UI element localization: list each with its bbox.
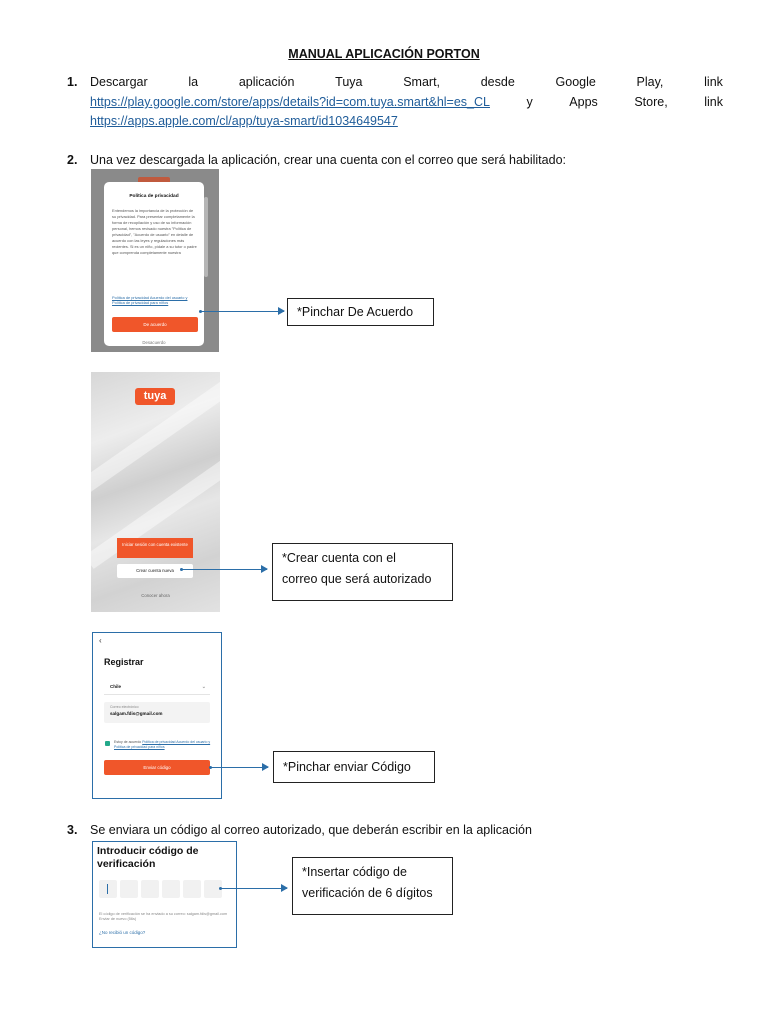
step-1-word: link xyxy=(704,75,723,89)
step-1-line-1 xyxy=(90,73,723,92)
code-digit-input[interactable] xyxy=(141,880,159,898)
callout-insert-line-1: *Insertar código de xyxy=(302,865,407,879)
agree-prefix: Estoy de acuerdo xyxy=(114,740,143,744)
tuya-logo: tuya xyxy=(135,388,175,405)
arrow-privacy xyxy=(200,311,284,312)
email-value: salgam.fdis@gmail.com xyxy=(110,711,163,716)
step-1-word: desde xyxy=(480,75,515,89)
email-field[interactable] xyxy=(104,702,210,723)
create-account-button[interactable]: Crear cuenta nueva xyxy=(117,564,193,578)
register-screenshot xyxy=(92,632,222,799)
step-1-word: Smart, xyxy=(403,75,441,89)
login-button[interactable]: Iniciar sesión con cuenta existente xyxy=(117,538,193,558)
step-1-word: y xyxy=(526,95,533,109)
privacy-modal xyxy=(104,182,204,346)
step-1-word: la xyxy=(188,75,199,89)
step-1-line-2 xyxy=(90,93,723,112)
code-inputs xyxy=(99,880,222,898)
app-store-link[interactable]: https://apps.apple.com/cl/app/tuya-smart/id1034649547 xyxy=(90,114,398,128)
resend-code-link[interactable]: ¿No recibió un código? xyxy=(99,930,146,935)
callout-send-code: *Pinchar enviar Código xyxy=(273,751,435,783)
country-select[interactable] xyxy=(104,679,210,695)
arrow-create xyxy=(181,569,267,570)
step-1-word: Descargar xyxy=(90,75,148,89)
callout-create-line-1: *Crear cuenta con el xyxy=(282,551,396,565)
step-1-word: Google xyxy=(555,75,596,89)
text-caret xyxy=(107,884,108,894)
privacy-body: Entendemos la importancia de la protección de su privacidad. Para presentar completamente la forma de recopilación y uso de su información personal, hemos revisado nuestra "Política de privacidad", "Acuerdo de usuario" en detalle de acuerdo con las leyes y regulaciones más recientes. Si es un niño, pídale a su tutor o padre que comprenda completamente nuestra xyxy=(112,208,197,255)
step-1-word: link xyxy=(704,95,723,109)
agree-text xyxy=(114,740,212,749)
explore-link[interactable]: Conocer ahora xyxy=(141,593,170,598)
verification-screenshot xyxy=(92,841,237,948)
code-digit-input[interactable] xyxy=(162,880,180,898)
step-1-word: Store, xyxy=(634,95,668,109)
document-title: MANUAL APLICACIÓN PORTON xyxy=(288,47,480,61)
step-2-number: 2. xyxy=(67,153,78,167)
disagree-button[interactable]: Desacuerdo xyxy=(142,340,166,345)
chevron-down-icon: ⌄ xyxy=(201,684,206,690)
privacy-title: Política de privacidad xyxy=(129,194,179,199)
step-1-word: Apps xyxy=(569,95,598,109)
privacy-links[interactable]: Política de privacidad Acuerdo del usuario y Política de privacidad para niños xyxy=(112,295,188,305)
back-chevron-icon[interactable]: ‹ xyxy=(99,636,102,645)
callout-agree: *Pinchar De Acuerdo xyxy=(287,298,434,326)
step-1-number: 1. xyxy=(67,75,78,89)
step-1-word: Tuya xyxy=(335,75,363,89)
code-digit-input[interactable] xyxy=(120,880,138,898)
scrollbar xyxy=(204,197,208,277)
callout-insert-line-2: verificación de 6 dígitos xyxy=(302,886,433,900)
step-2-text: Una vez descargada la aplicación, crear una cuenta con el correo que será habilitado: xyxy=(90,153,566,167)
callout-create xyxy=(272,543,453,601)
google-play-link[interactable]: https://play.google.com/store/apps/details?id=com.tuya.smart&hl=es_CL xyxy=(90,95,490,109)
callout-create-line-2: correo que será autorizado xyxy=(282,572,432,586)
step-3-text: Se enviara un código al correo autorizado, que deberán escribir en la aplicación xyxy=(90,823,532,837)
step-1-word: aplicación xyxy=(238,75,295,89)
step-3-number: 3. xyxy=(67,823,78,837)
callout-insert-code xyxy=(292,857,453,915)
arrow-insert-code xyxy=(220,888,287,889)
country-value: Chile xyxy=(110,684,122,689)
send-code-button[interactable]: Enviar código xyxy=(104,760,210,775)
verification-title: Introducir código de verificación xyxy=(97,845,199,870)
code-digit-input[interactable] xyxy=(99,880,117,898)
step-1-word: Play, xyxy=(636,75,664,89)
agree-links[interactable]: Política de privacidad Acuerdo del usuario y Política de privacidad para niños xyxy=(114,740,211,749)
welcome-screenshot xyxy=(91,372,220,612)
email-label: Correo electrónico xyxy=(110,705,139,709)
agree-checkbox[interactable] xyxy=(105,741,110,746)
code-digit-input[interactable] xyxy=(183,880,201,898)
agree-button[interactable]: De acuerdo xyxy=(112,317,198,332)
privacy-policy-screenshot xyxy=(91,169,219,352)
register-title: Registrar xyxy=(104,657,144,667)
verification-info: El código de verificación se ha enviado a su correo: salgam.fdis@gmail.com Enviar de nuevo (56s) xyxy=(99,912,228,921)
arrow-send-code xyxy=(210,767,268,768)
